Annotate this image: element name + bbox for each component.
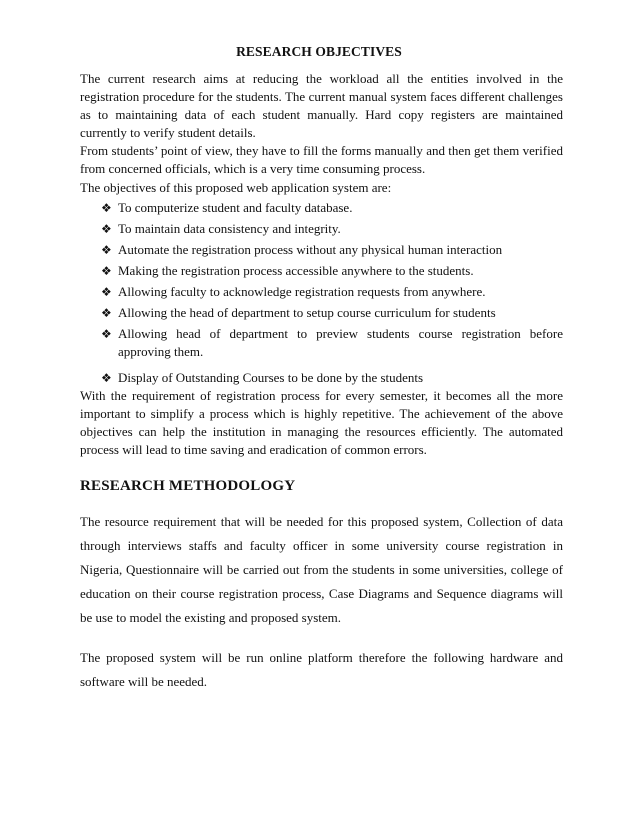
diamond-bullet-icon: ❖	[101, 371, 112, 385]
paragraph-intro: The current research aims at reducing the workload all the entities involved in the registration procedure for the students. The current manual system faces different challenges as to maintaining data of each student manually. Hard copy registers are maintained currently to verify student details.	[80, 71, 563, 140]
list-item	[100, 199, 563, 220]
list-item-text: Allowing head of department to preview students course registration before approving them.	[118, 326, 563, 359]
paragraph-requirement: With the requirement of registration process for every semester, it becomes all the more important to simplify a process which is highly repetitive. The achievement of the above objectives can help the institution in managing the resources efficiently. The automated process will lead to time saving and eradication of common errors.	[80, 388, 563, 457]
list-item-text: Allowing faculty to acknowledge registration requests from anywhere.	[118, 284, 486, 299]
list-item	[100, 304, 563, 325]
list-item-text: Display of Outstanding Courses to be done by the students	[118, 370, 424, 385]
list-item-text: Making the registration process accessible anywhere to the students.	[118, 263, 474, 278]
diamond-bullet-icon: ❖	[101, 243, 112, 257]
paragraph-hardware-software: The proposed system will be run online platform therefore the following hardware and software will be needed.	[80, 650, 563, 689]
list-item	[100, 369, 563, 387]
diamond-bullet-icon: ❖	[101, 264, 112, 278]
diamond-bullet-icon: ❖	[101, 306, 112, 320]
diamond-bullet-icon: ❖	[101, 327, 112, 341]
list-item	[100, 241, 563, 262]
list-item-text: Allowing the head of department to setup course curriculum for students	[118, 305, 496, 320]
page-title: RESEARCH OBJECTIVES	[236, 44, 402, 59]
list-item	[100, 325, 563, 369]
paragraph-student-view: From students’ point of view, they have to fill the forms manually and then get them verified from concerned officials, which is a very time consuming process.	[80, 143, 563, 176]
list-item	[100, 283, 563, 304]
diamond-bullet-icon: ❖	[101, 285, 112, 299]
list-item-text: To computerize student and faculty database.	[118, 200, 353, 215]
paragraph-methodology: The resource requirement that will be needed for this proposed system, Collection of data through interviews staffs and faculty officer in some university course registration in Nigeria, Questionnaire will be carried out from the students in some universities, college of education on their course registration process, Case Diagrams and Sequence diagrams will be use to model the existing and proposed system.	[80, 514, 563, 625]
section-heading-methodology: RESEARCH METHODOLOGY	[80, 478, 296, 494]
paragraph-objectives-intro: The objectives of this proposed web application system are:	[80, 180, 392, 195]
list-item	[100, 220, 563, 241]
list-item	[100, 262, 563, 283]
diamond-bullet-icon: ❖	[101, 201, 112, 215]
list-item-text: To maintain data consistency and integrity.	[118, 221, 341, 236]
list-item-text: Automate the registration process without any physical human interaction	[118, 242, 503, 257]
objectives-list	[100, 199, 563, 387]
diamond-bullet-icon: ❖	[101, 222, 112, 236]
